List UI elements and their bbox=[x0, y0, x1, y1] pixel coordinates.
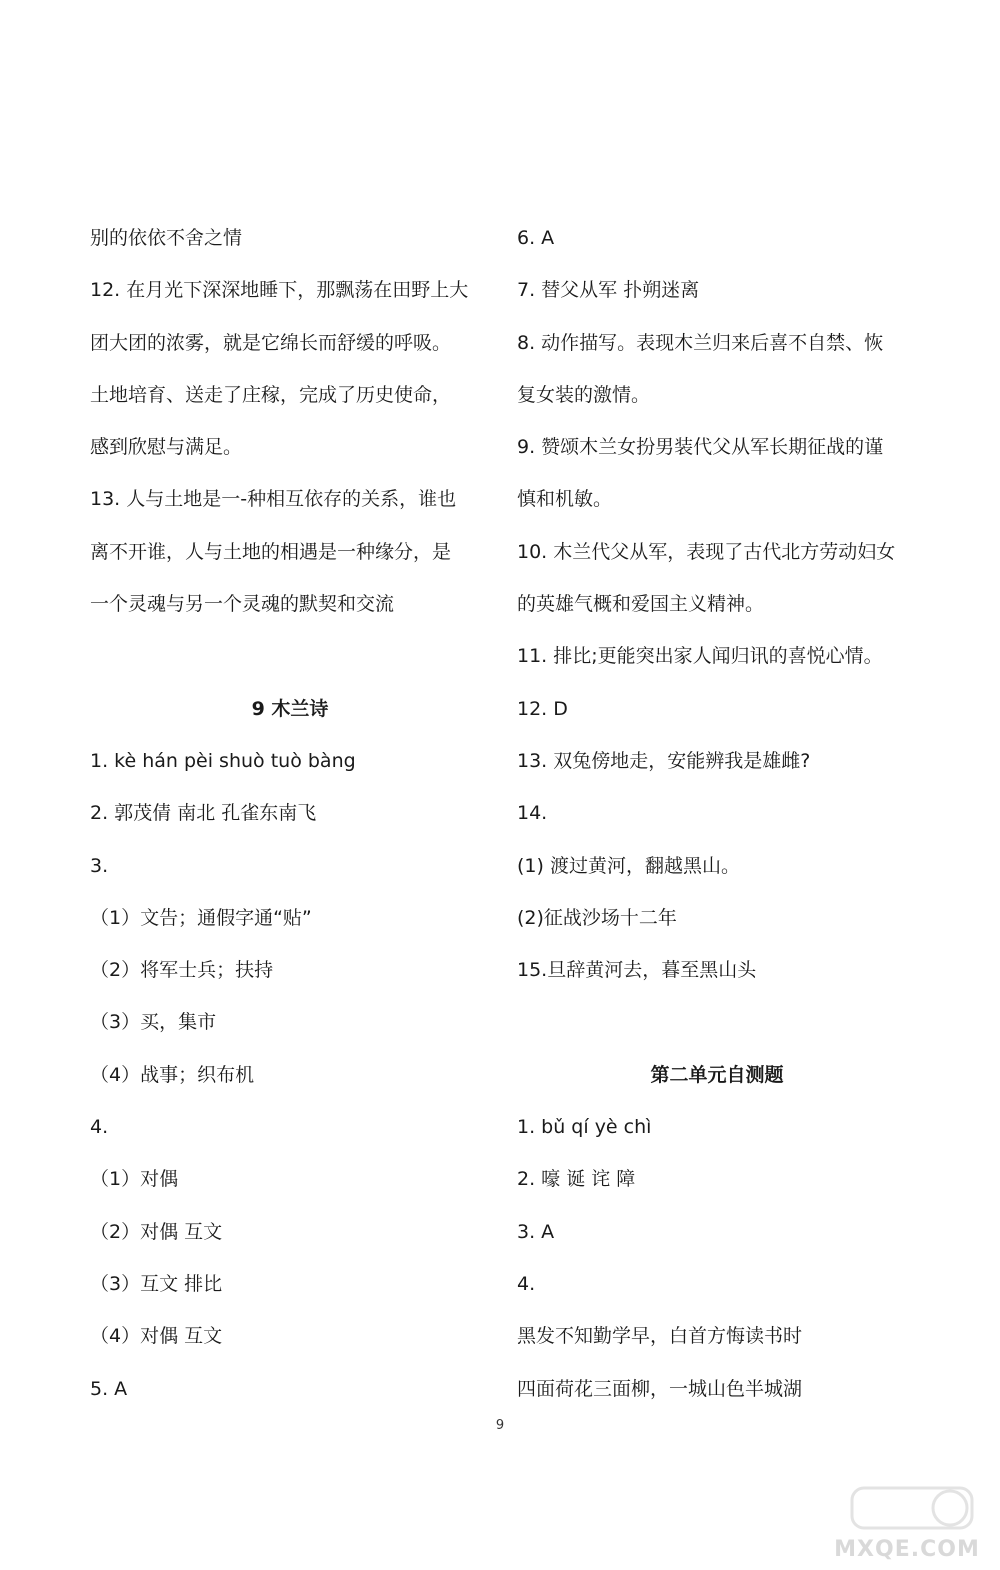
answer-line: 10. 木兰代父从军，表现了古代北方劳动妇女 bbox=[517, 540, 896, 563]
section-title-mulan: 9 木兰诗 bbox=[251, 697, 329, 720]
answer-line: 12. D bbox=[517, 697, 568, 720]
answer-line: 2. 嚎 诞 诧 障 bbox=[517, 1168, 636, 1191]
answer-line: 11. 排比;更能突出家人闻归讯的喜悦心情。 bbox=[517, 645, 883, 668]
text-line: 感到欣慰与满足。 bbox=[90, 436, 243, 459]
answer-line: 5. A bbox=[90, 1377, 128, 1400]
answer-line: 8. 动作描写。表现木兰归来后喜不自禁、恢 bbox=[517, 331, 884, 354]
answer-line: 1. bǔ qí yè chì bbox=[517, 1116, 652, 1139]
answer-line: 4. bbox=[90, 1116, 109, 1139]
answer-line: 黑发不知勤学早，白首方悔读书时 bbox=[517, 1325, 803, 1348]
text-line: 别的依依不舍之情 bbox=[90, 227, 243, 249]
page-number: 9 bbox=[495, 1418, 505, 1433]
text-line: 离不开谁，人与土地的相遇是一种缘分，是 bbox=[90, 540, 452, 563]
section-gap bbox=[517, 996, 917, 1048]
answer-line: （1）对偶 bbox=[90, 1168, 179, 1191]
left-column bbox=[90, 212, 490, 1415]
watermark-text: MXQE.COM bbox=[834, 1537, 980, 1562]
watermark-logo bbox=[792, 1482, 982, 1562]
answer-line: （4）战事；织布机 bbox=[90, 1063, 255, 1086]
answer-line: 15.旦辞黄河去，暮至黑山头 bbox=[517, 959, 757, 982]
text-line: 土地培育、送走了庄稼，完成了历史使命， bbox=[90, 383, 452, 406]
answer-line: 14. bbox=[517, 802, 548, 825]
section-title-unit-test: 第二单元自测题 bbox=[650, 1063, 784, 1086]
answer-line: 3. A bbox=[517, 1220, 555, 1243]
answer-line: 四面荷花三面柳，一城山色半城湖 bbox=[517, 1377, 803, 1400]
section-gap bbox=[90, 630, 490, 682]
answer-line: 慎和机敏。 bbox=[517, 488, 613, 511]
answer-line: 3. bbox=[90, 854, 109, 877]
text-line: 团大团的浓雾，就是它绵长而舒缓的呼吸。 bbox=[90, 331, 452, 354]
answer-line: 复女装的激情。 bbox=[517, 383, 651, 406]
answer-line: （4）对偶 互文 bbox=[90, 1325, 223, 1348]
answer-line: 9. 赞颂木兰女扮男装代父从军长期征战的谨 bbox=[517, 436, 884, 459]
answer-line: 13. 双兔傍地走，安能辨我是雄雌? bbox=[517, 749, 811, 772]
answer-line: 2. 郭茂倩 南北 孔雀东南飞 bbox=[90, 802, 317, 825]
answer-line: (2)征战沙场十二年 bbox=[517, 906, 677, 929]
text-line: 13. 人与土地是一-种相互依存的关系，谁也 bbox=[90, 488, 457, 511]
answer-line: （2）将军士兵；扶持 bbox=[90, 959, 274, 982]
answer-line: 的英雄气概和爱国主义精神。 bbox=[517, 593, 765, 616]
watermark-logo-icon bbox=[792, 1482, 982, 1542]
text-line: 一个灵魂与另一个灵魂的默契和交流 bbox=[90, 593, 395, 616]
answer-line: （1）文告；通假字通“贴” bbox=[90, 906, 312, 929]
answer-line: (1) 渡过黄河，翻越黑山。 bbox=[517, 854, 740, 877]
answer-line: 7. 替父从军 扑朔迷离 bbox=[517, 279, 700, 302]
right-column bbox=[517, 212, 917, 1415]
answer-line: （3）互文 排比 bbox=[90, 1272, 223, 1295]
answer-line: （2）对偶 互文 bbox=[90, 1220, 223, 1243]
answer-line: 4. bbox=[517, 1272, 536, 1295]
text-line: 12. 在月光下深深地睡下，那飘荡在田野上大 bbox=[90, 279, 469, 302]
answer-line: 1. kè hán pèi shuò tuò bàng bbox=[90, 749, 356, 772]
answer-line: （3）买，集市 bbox=[90, 1011, 217, 1034]
answer-line: 6. A bbox=[517, 227, 555, 249]
